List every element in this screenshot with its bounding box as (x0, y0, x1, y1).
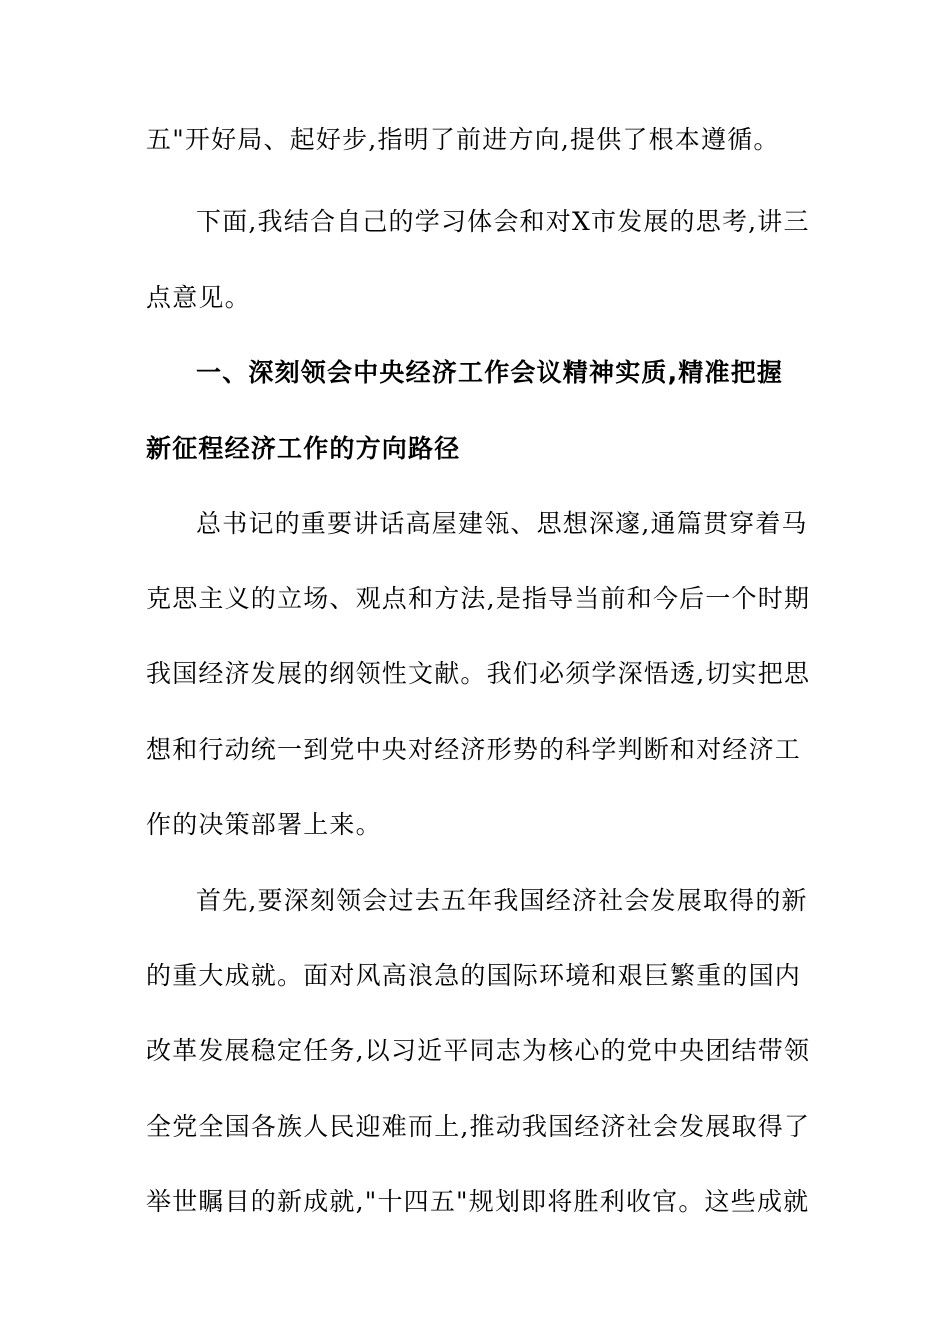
paragraph-line: 改革发展稳定任务,以习近平同志为核心的党中央团结带领 (146, 1036, 811, 1065)
paragraph-line: 作的决策部署上来。 (146, 810, 382, 839)
paragraph-line: 举世瞩目的新成就,"十四五"规划即将胜利收官。这些成就 (146, 1187, 810, 1216)
paragraph-line: 的重大成就。面对风高浪急的国际环境和艰巨繁重的国内 (146, 961, 802, 990)
section-heading: 一、深刻领会中央经济工作会议精神实质,精准把握 (196, 358, 784, 387)
paragraph-line: 总书记的重要讲话高屋建瓴、思想深邃,通篇贯穿着马 (196, 509, 808, 538)
paragraph-line: 想和行动统一到党中央对经济形势的科学判断和对经济工 (146, 735, 802, 764)
paragraph-line: 我国经济发展的纲领性文献。我们必须学深悟透,切实把思 (146, 659, 811, 688)
paragraph-line: 下面,我结合自己的学习体会和对X市发展的思考,讲三 (196, 207, 810, 236)
paragraph-line: 首先,要深刻领会过去五年我国经济社会发展取得的新 (196, 886, 808, 915)
section-heading: 新征程经济工作的方向路径 (146, 434, 461, 463)
paragraph-line: 点意见。 (146, 283, 251, 312)
paragraph-line: 五"开好局、起好步,指明了前进方向,提供了根本遵循。 (146, 125, 780, 154)
paragraph-line: 克思主义的立场、观点和方法,是指导当前和今后一个时期 (146, 584, 811, 613)
paragraph-line: 全党全国各族人民迎难而上,推动我国经济社会发展取得了 (146, 1112, 811, 1141)
